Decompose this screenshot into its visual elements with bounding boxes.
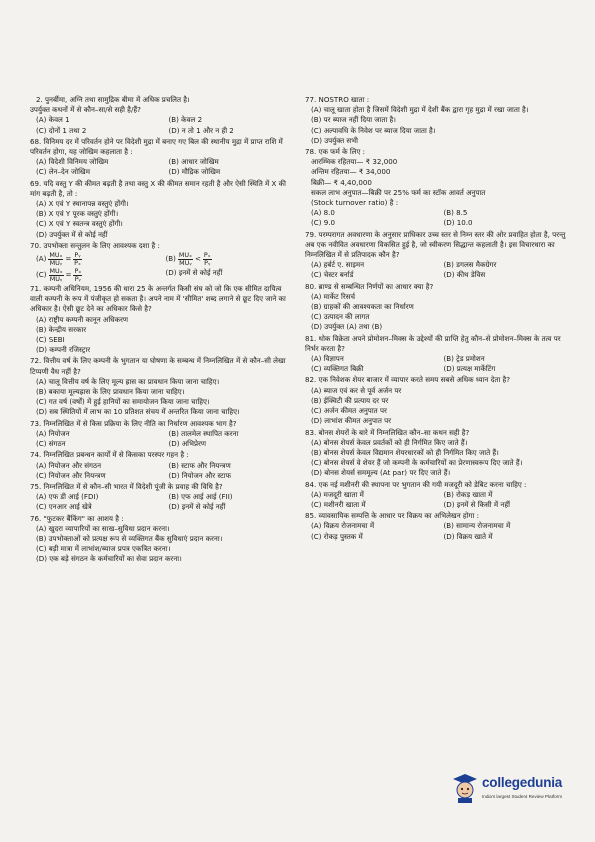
- q71: 71. कम्पनी अधिनियम, 1956 की धारा 25 के अन्तर्गत किसी संघ को जो कि एक सीमित दायित्व वाली कम्पनी के रूप में पंजीकृत हो सकता है। अपने नाम में 'सीमित' शब्द लगाने से छूट दिए जाने का अधिकार है। ऐसी छूट देने का अधिकार किसे है? (A) राष्ट्रीय कम्पनी कानून अधिकरण (B) केन्द्रीय सरकार (C) SEBI (D) कम्पनी रजिस्ट्रार: [30, 284, 286, 355]
- q80: 80. ब्राण्ड से सम्बन्धित निर्णयों का आधार क्या है? (A) मार्केट रिसर्च (B) ग्राहकों की आवश्यकता का निर्धारण (C) उत्पादन की लागत (D) उपर्युक्त (A) तथा (B): [305, 281, 434, 332]
- q83: 83. बोनस शेयरों के बारे में निम्नलिखित कौन–सा कथन सही है? (A) बोनस शेयर्स केवल प्रवर्तकों को ही निर्गमित किए जाते हैं। (B) बोनस शेयर्स केवल विद्यमान शेयरधारकों को ही निर्गमित किए जाते हैं। (C) बोनस शेयर्स वे शेयर हैं जो कम्पनी के कर्मचारियों का प्रेरणास्वरूप दिए जाते हैं। (D) बोनस शेयर्स सममूल्य (At par) पर दिए जाते हैं।: [305, 427, 523, 478]
- q70: 70. उपभोक्ता सन्तुलन के लिए आवश्यक दशा है : (A) MUₓ MUᵧ = $\frac{\text{Pᵧ}}{\text{Pₓ}}$ (B) MUₓ MUᵧ < Pₓ Pᵧ (C) MUₓ MUᵧ = $\frac{\text{Pₓ}}{\text{Pᵧ}}$ (D) इनमें से कोई नहीं: [30, 241, 295, 283]
- logo-wordmark: collegedunia: [482, 775, 563, 790]
- right-column: [305, 95, 570, 543]
- q79: 79. परम्परागत अवधारणा के अनुसार प्राधिकार उच्च स्तर से निम्न स्तर की ओर प्रवाहित होता है, परन्तु अब एक नवीवित अवधारणा विकसित हुई है, जो स्वीकरण सिद्धान्त कहलाती है। इस विचारधारा का निम्नलिखित में से प्रतिपादक कौन है? (A) हर्बर्ट ए. साइमन (B) डगलस मैकग्रेगर (C) चेस्टर बर्नार्ड (D) कीथ डेविस: [305, 229, 566, 280]
- q77: 77. NOSTRO खाता : (A) चालू खाता होता है जिसमें विदेशी मुद्रा में देशी बैंक द्वारा गृह मुद्रा में रखा जाता है। (B) पर ब्याज नहीं दिया जाता है। (C) अल्पावधि के निवेश पर ब्याज दिया जाता है। (D) उपर्युक्त सभी: [305, 95, 529, 145]
- left-column: [30, 95, 295, 566]
- q68: 68. विनिमय दर में परिवर्तन होने पर विदेशी मुद्रा में बनाए गए बिल की स्थानीय मुद्रा में प्राप्त राशि में परिवर्तन होगा, यह जोखिम कहलाता है : (A) विदेशी विनिमय जोखिम (B) आधार जोखिम (C) लेन–देन जोखिम (D) मौद्रिक जोखिम: [30, 136, 283, 177]
- collegedunia-logo: [452, 771, 572, 813]
- q69: 69. यदि वस्तु Y की कीमत बढ़ती है तथा वस्तु X की कीमत समान रहती है और ऐसी स्थिति में X की मांग बढ़ती है, तो : (A) X एवं Y स्थानापन्न वस्तुएं होंगी। (B) X एवं Y पूरक वस्तुएं होंगी। (C) X एवं Y स्वतन्त्र वस्तुएं होंगी। (D) उपर्युक्त में से कोई नहीं: [30, 178, 286, 239]
- q73: 73. निम्नलिखित में से किस प्रक्रिया के लिए नीति का निर्धारण आवश्यक भाग है? (A) नियोजन (B) तालमेल स्थापित करना (C) संगठन (D) अभिप्रेरण: [30, 418, 239, 449]
- q85: 85. व्यावसायिक सम्पत्ति के आधार पर विक्रय का अभिलेखन होगा : (A) विक्रय रोजनामचा में (B) सामान्य रोजनामचा में (C) रोकड़ पुस्तक में (D) विक्रय खाते में: [305, 511, 511, 541]
- q70-option-b: (B) MUₓ MUᵧ < Pₓ Pᵧ: [165, 251, 211, 268]
- q75: 75. निम्नलिखित में से कौन–सी भारत में विदेशी पूंजी के प्रवाह की विधि है? (A) एफ डी आई (FDI) (B) एफ आई आई (FII) (C) एनआर आई खेत्रे (D) इनमें से कोई नहीं: [30, 481, 233, 512]
- q82: 82. एक निवेशक शेयर बाजार में व्यापार करते समय सबसे अधिक ध्यान देता है? (A) ब्याज एवं कर से पूर्व अर्जन पर (B) ईक्विटी की प्रत्याय दर पर (C) अर्जन कीमत अनुपात पर (D) लाभांश कीमत अनुपात पर: [305, 375, 511, 426]
- q72: 72. वित्तीय वर्ष के लिए कम्पनी के भुगतान या घोषणा के सम्बन्ध में निम्नलिखित में से कौन–सी लेखा टिप्पणी वैध नहीं है? (A) चालू वित्तीय वर्ष के लिए मूल्य ह्रास का प्रावधान किया जाना चाहिए। (B) बकाया मूल्यह्रास के लिए प्रावधान किया जाना चाहिए। (C) गत वर्ष (वर्षों) में हुई हानियों का समायोजन किया जाना चाहिए। (D) सब स्थितियों में लाभ का 10 प्रतिशत संचय में अन्तरित किया जाना चाहिए।: [30, 356, 286, 417]
- q78: 78. एक फर्म के लिए : आरम्भिक रहितया— ₹ 32,000 अन्तिम रहितया— ₹ 34,000 बिक्री— ₹ 4,40,000 सकल लाभ अनुपात—बिक्री पर 25% फर्म का स्टॉक आवर्त अनुपात (Stock turnover ratio) है : (A) 8.0 (B) 8.5 (C) 9.0 (D) 10.0: [305, 147, 486, 228]
- logo-tagline: India's largest Student Review Platform: [482, 794, 563, 799]
- q76: 76. "फुटकर बैंकिंग" का आशय है : (A) खुदरा व्यापारियों का साख–सुविधा प्रदान करना। (B) उपभोक्ताओं को प्रत्यक्ष रूप से व्यक्तिगत बैंक सुविधाएं प्रदान करना। (C) बड़ी मात्रा में लाभांश/ब्याज प्रपत्र एकत्रित करना। (D) एक बड़े संगठन के कर्मचारियों का सेवा प्रदान करना।: [30, 513, 223, 564]
- q74: 74. निम्नलिखित प्रबन्धन कार्यों में से किसका परस्पर गहन है : (A) नियोजन और संगठन (B) स्टाफ और नियन्त्रण (C) नियोजन और नियन्त्रण (D) नियोजन और स्टाफ: [30, 450, 231, 480]
- graduate-avatar-icon: [452, 773, 478, 803]
- q70-option-c: (C) MUₓ MUᵧ = $\frac{\text{Pₓ}}{\text{Pᵧ}}$: [36, 267, 82, 284]
- q67-tail: 2. पुनर्बीमा, अग्नि तथा सामुद्रिक बीमा में अधिक प्रचलित है। उपर्युक्त कथनों में से कौन–सा/से सही है/हैं? (A) केवल 1 (B) केवल 2 (C) दोनों 1 तथा 2 (D) न तो 1 और न ही 2: [30, 95, 234, 135]
- q84: 84. एक नई मशीनरी की स्थापना पर भुगतान की गयी मजदूरी को डेबिट करना चाहिए : (A) मजदूरी खाता में (B) रोकड़ खाता में (C) मशीनरी खाता में (D) इनमें से किसी में नहीं: [305, 479, 527, 509]
- q81: 81. थोक विक्रेता अपने प्रोमोशन–मिक्स के उद्देश्यों की प्राप्ति हेतु कौन–से प्रोमोशन–मिक्स के तत्व पर निर्भर करता है? (A) विज्ञापन (B) ट्रेड प्रमोशन (C) व्यक्तिगत बिक्री (D) प्रत्यक्ष मार्केटिंग: [305, 333, 561, 374]
- q70-option-a: (A) MUₓ MUᵧ = $\frac{\text{Pᵧ}}{\text{Pₓ}}$: [36, 251, 81, 268]
